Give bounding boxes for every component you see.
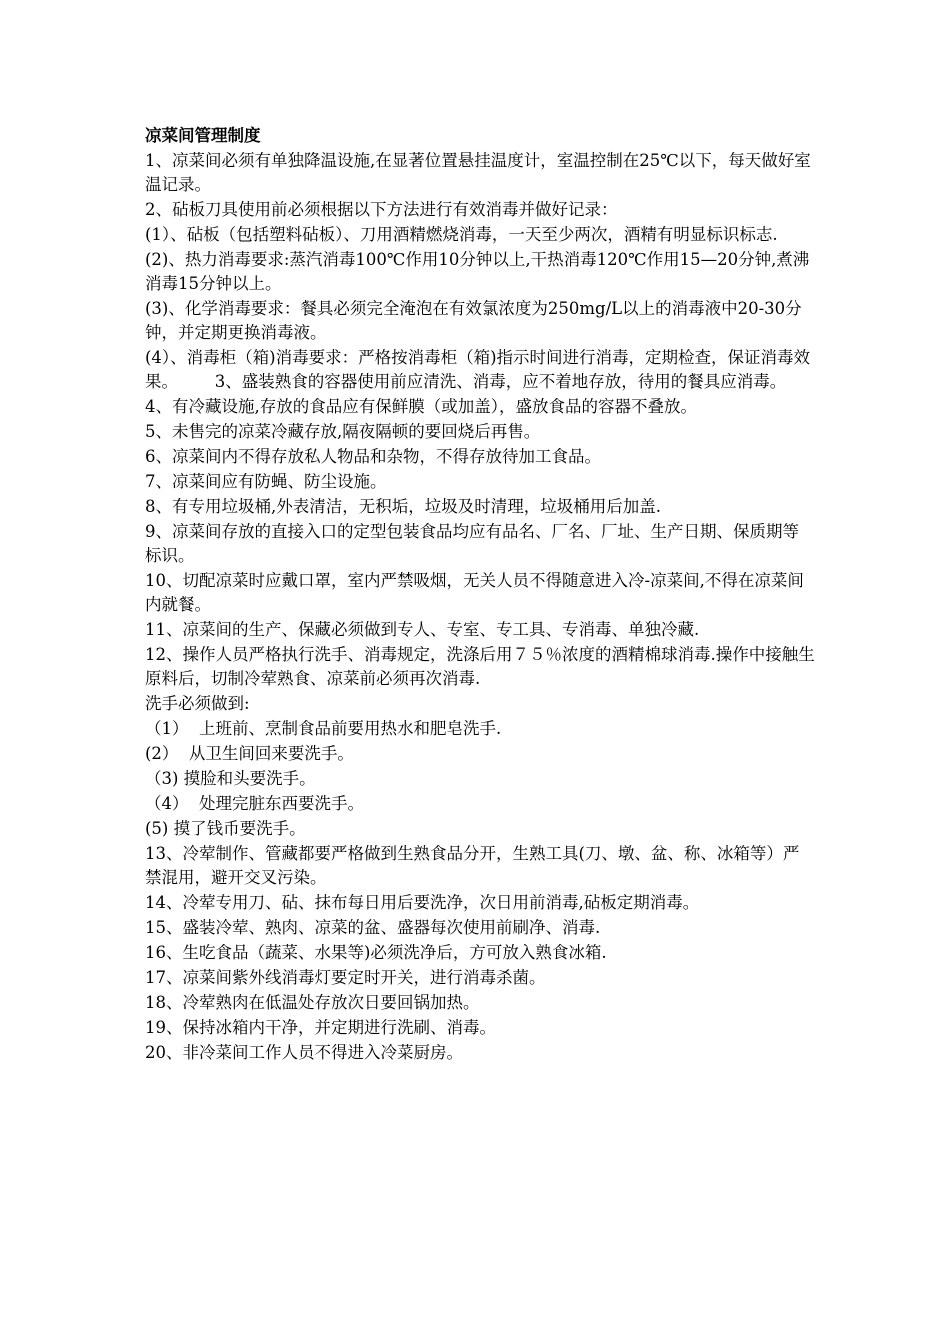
rule-2-item-1: (1）、砧板（包括塑料砧板）、刀用酒精燃烧消毒，一天至少两次，酒精有明显标识标志. bbox=[145, 225, 778, 244]
rule-2-item-2: (2)、热力消毒要求:蒸汽消毒100℃作用10分钟以上,干热消毒120℃作用15—20分钟,煮沸消毒15分钟以上。 bbox=[145, 250, 810, 293]
handwash-item-3: （3) 摸脸和头要洗手。 bbox=[145, 769, 316, 788]
rule-17: 17、凉菜间紫外线消毒灯要定时开关，进行消毒杀菌。 bbox=[145, 968, 546, 987]
rule-14: 14、冷荤专用刀、砧、抹布每日用后要洗净，次日用前消毒,砧板定期消毒。 bbox=[145, 893, 700, 912]
rule-16: 16、生吃食品（蔬菜、水果等)必须洗净后，方可放入熟食冰箱. bbox=[145, 943, 607, 962]
rule-7: 7、凉菜间应有防蝇、防尘设施。 bbox=[145, 472, 387, 491]
rule-5: 5、未售完的凉菜冷藏存放,隔夜隔顿的要回烧后再售。 bbox=[145, 422, 541, 441]
rule-15: 15、盛装冷荤、熟肉、凉菜的盆、盛器每次使用前刷净、消毒. bbox=[145, 918, 601, 937]
rule-2-item-4: (4）、消毒柜（箱)消毒要求：严格按消毒柜（箱)指示时间进行消毒，定期检查，保证消毒效果。 3、盛装熟食的容器使用前应清洗、消毒，应不着地存放，待用的餐具应消毒。 bbox=[145, 348, 811, 391]
rule-4: 4、有冷藏设施,存放的食品应有保鲜膜（或加盖），盛放食品的容器不叠放。 bbox=[145, 397, 697, 416]
rule-18: 18、冷荤熟肉在低温处存放次日要回锅加热。 bbox=[145, 993, 480, 1012]
rule-1: 1、凉菜间必须有单独降温设施,在显著位置悬挂温度计，室温控制在25℃以下，每天做好室温记录。 bbox=[145, 151, 811, 194]
rule-11: 11、凉菜间的生产、保藏必须做到专人、专室、专工具、专消毒、单独冷藏. bbox=[145, 620, 700, 639]
rule-9: 9、凉菜间存放的直接入口的定型包装食品均应有品名、厂名、厂址、生产日期、保质期等标识。 bbox=[145, 522, 799, 565]
document-body bbox=[145, 124, 815, 1066]
rule-8: 8、有专用垃圾桶,外表清洁，无积垢，垃圾及时清理，垃圾桶用后加盖. bbox=[145, 497, 661, 516]
rule-12: 12、操作人员严格执行洗手、消毒规定，洗涤后用７５％浓度的酒精棉球消毒.操作中接触生原料后，切制冷荤熟食、凉菜前必须再次消毒. bbox=[145, 645, 815, 688]
handwash-item-2: (2） 从卫生间回来要洗手。 bbox=[145, 744, 354, 763]
rule-19: 19、保持冰箱内干净，并定期进行洗刷、消毒。 bbox=[145, 1018, 496, 1037]
handwash-item-1: （1） 上班前、烹制食品前要用热水和肥皂洗手. bbox=[145, 719, 502, 738]
handwash-heading: 洗手必须做到: bbox=[145, 694, 250, 713]
handwash-item-4: （4） 处理完脏东西要洗手。 bbox=[145, 794, 364, 813]
rule-2: 2、砧板刀具使用前必须根据以下方法进行有效消毒并做好记录： bbox=[145, 200, 618, 219]
rule-10: 10、切配凉菜时应戴口罩，室内严禁吸烟，无关人员不得随意进入冷-凉菜间,不得在凉菜间内就餐。 bbox=[145, 571, 804, 614]
handwash-item-5: (5) 摸了钱币要洗手。 bbox=[145, 819, 306, 838]
rule-2-item-3: (3)、化学消毒要求：餐具必须完全淹泡在有效氯浓度为250mg/L以上的消毒液中20-30分钟，并定期更换消毒液。 bbox=[145, 299, 802, 342]
rule-20: 20、非冷菜间工作人员不得进入冷菜厨房。 bbox=[145, 1043, 463, 1062]
document-title: 凉菜间管理制度 bbox=[145, 126, 261, 145]
rule-13: 13、冷荤制作、管藏都要严格做到生熟食品分开，生熟工具(刀、墩、盆、称、冰箱等）严禁混用，避开交叉污染。 bbox=[145, 844, 800, 887]
rule-6: 6、凉菜间内不得存放私人物品和杂物，不得存放待加工食品。 bbox=[145, 447, 601, 466]
